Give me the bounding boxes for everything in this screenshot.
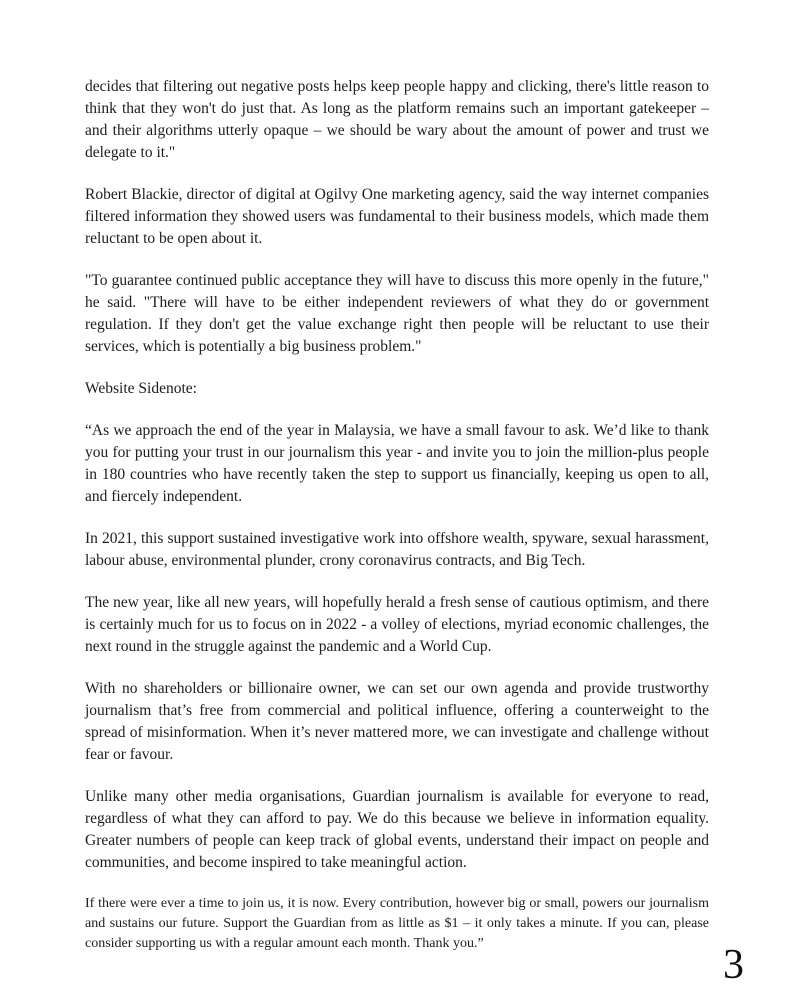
paragraph: If there were ever a time to join us, it is now. Every contribution, however big or small, powers our journalism and sustains our future. Support the Guardian from as little as $1 – it only takes a minute. If you can, please consider supporting us with a regular amount each month. Thank you.” bbox=[85, 896, 709, 951]
paragraph: The new year, like all new years, will hopefully herald a fresh sense of cautious optimism, and there is certainly much for us to focus on in 2022 - a volley of elections, myriad economic challenges, the next round in the struggle against the pandemic and a World Cup. bbox=[85, 594, 709, 655]
paragraph: With no shareholders or billionaire owner, we can set our own agenda and provide trustworthy journalism that’s free from commercial and political influence, offering a counterweight to the spread of misinformation. When it’s never mattered more, we can investigate and challenge without fear or favour. bbox=[85, 680, 709, 763]
document-page bbox=[85, 76, 709, 954]
page-number: 3 bbox=[723, 942, 744, 988]
sidenote-heading: Website Sidenote: bbox=[85, 380, 197, 397]
paragraph: decides that filtering out negative posts helps keep people happy and clicking, there's little reason to think that they won't do just that. As long as the platform remains such an important gatekeeper – and their algorithms utterly opaque – we should be wary about the amount of power and trust we delegate to it." bbox=[85, 78, 709, 161]
paragraph: "To guarantee continued public acceptance they will have to discuss this more openly in the future," he said. "There will have to be either independent reviewers of what they do or government regulation. If they don't get the value exchange right then people will be reluctant to use their services, which is potentially a big business problem." bbox=[85, 272, 709, 355]
paragraph: In 2021, this support sustained investigative work into offshore wealth, spyware, sexual harassment, labour abuse, environmental plunder, crony coronavirus contracts, and Big Tech. bbox=[85, 530, 709, 569]
paragraph: “As we approach the end of the year in Malaysia, we have a small favour to ask. We’d like to thank you for putting your trust in our journalism this year - and invite you to join the million-plus people in 180 countries who have recently taken the step to support us financially, keeping us open to all, and fiercely independent. bbox=[85, 422, 709, 505]
paragraph: Robert Blackie, director of digital at Ogilvy One marketing agency, said the way internet companies filtered information they showed users was fundamental to their business models, which made them reluctant to be open about it. bbox=[85, 186, 709, 247]
paragraph: Unlike many other media organisations, Guardian journalism is available for everyone to read, regardless of what they can afford to pay. We do this because we believe in information equality. Greater numbers of people can keep track of global events, understand their impact on people and communities, and become inspired to take meaningful action. bbox=[85, 788, 709, 871]
